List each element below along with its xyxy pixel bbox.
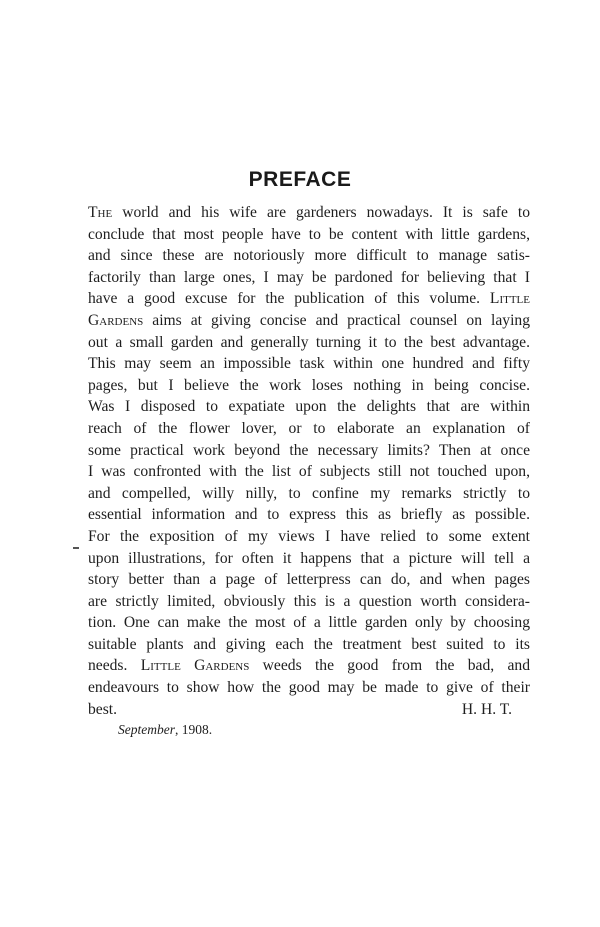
line-text: needs.	[88, 657, 141, 675]
author-initials: H. H. T.	[461, 700, 512, 718]
line-text: are strictly limited, obviously this is a question worth considera-	[88, 592, 530, 610]
text-line	[88, 375, 530, 397]
text-line	[88, 483, 530, 505]
line-text: upon illustrations, for often it happens that a picture will tell a	[88, 549, 530, 567]
text-line	[88, 461, 530, 483]
line-text: suitable plants and giving each the treatment best suited to its	[88, 635, 530, 653]
signoff-line	[88, 699, 530, 721]
line-text: I was confronted with the list of subjects still not touched upon,	[88, 463, 530, 481]
text-line	[88, 548, 530, 570]
text-line	[88, 526, 530, 548]
text-line	[88, 353, 530, 375]
date-year: , 1908.	[174, 722, 213, 737]
text-line	[88, 224, 530, 246]
preface-paragraph	[88, 202, 530, 720]
line-text: tion. One can make the most of a little garden only by choosing	[88, 614, 530, 632]
line-text: For the exposition of my views I have relied to some extent	[88, 527, 530, 545]
line-text: best.	[88, 700, 118, 718]
line-text: and since these are notoriously more difficult to manage satis-	[88, 247, 530, 265]
line-text: factorily than large ones, I may be pardoned for believing that I	[88, 268, 530, 286]
small-caps-text: Little	[489, 290, 530, 308]
line-text: weeds the good from the bad, and	[249, 657, 530, 675]
line-text: some practical work beyond the necessary limits? Then at once	[88, 441, 530, 459]
line-text: conclude that most people have to be content with little gardens,	[88, 225, 530, 243]
line-text: world and his wife are gardeners nowadays. It is safe to	[112, 204, 530, 221]
text-line	[88, 634, 530, 656]
text-line	[88, 440, 530, 462]
text-line	[88, 655, 530, 677]
text-line	[88, 591, 530, 613]
small-caps-text: Little Gardens	[140, 657, 250, 675]
line-text: and compelled, willy nilly, to confine my remarks strictly to	[88, 484, 530, 502]
text-line	[88, 504, 530, 526]
line-text: reach of the flower lover, or to elaborate an explanation of	[88, 419, 530, 437]
text-line	[88, 202, 530, 224]
text-line	[88, 569, 530, 591]
margin-mark	[73, 547, 79, 549]
text-line	[88, 418, 530, 440]
preface-date	[118, 721, 212, 739]
line-text: out a small garden and generally turning it to the best advantage.	[88, 333, 530, 351]
line-text: This may seem an impossible task within one hundred and fifty	[88, 355, 530, 373]
small-caps-text: Gardens	[88, 311, 144, 329]
line-text: endeavours to show how the good may be made to give of their	[88, 679, 530, 697]
line-text: Was I disposed to expatiate upon the delights that are within	[88, 398, 530, 416]
date-month: September	[118, 722, 175, 737]
text-line	[88, 310, 530, 332]
text-line	[88, 288, 530, 310]
line-text: aims at giving concise and practical counsel on laying	[143, 311, 530, 329]
line-text: essential information and to express this as briefly as possible.	[88, 506, 530, 524]
text-line	[88, 612, 530, 634]
text-line	[88, 396, 530, 418]
line-text: story better than a page of letterpress can do, and when pages	[88, 571, 530, 589]
line-text: pages, but I believe the work loses nothing in being concise.	[88, 376, 530, 394]
text-line	[88, 245, 530, 267]
page-title: PREFACE	[248, 168, 352, 191]
line-text: have a good excuse for the publication of this volume.	[88, 290, 490, 308]
text-line	[88, 332, 530, 354]
text-line	[88, 677, 530, 699]
text-line	[88, 267, 530, 289]
small-caps-text: The	[88, 204, 113, 221]
